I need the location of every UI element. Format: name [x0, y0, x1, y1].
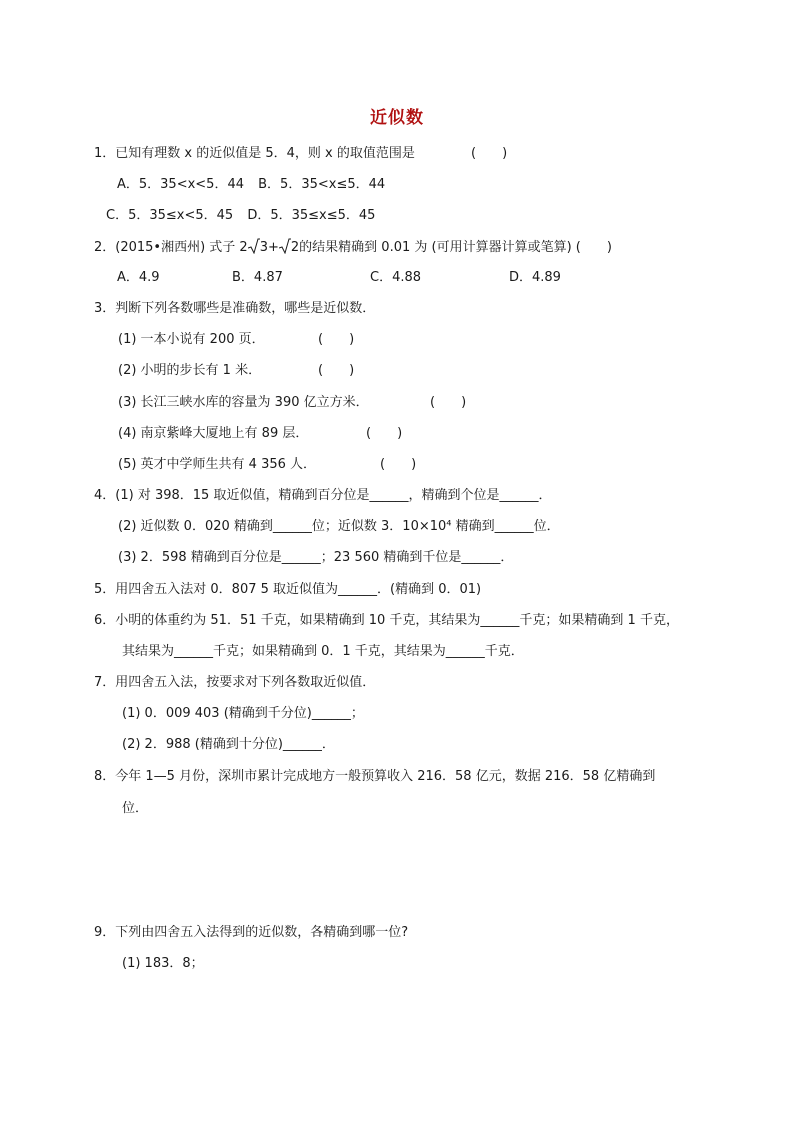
question-2-stem-post: 的结果精确到 0.01 为 (可用计算器计算或笔算) ( )	[299, 240, 612, 255]
option-a: A．5．35<x<5．44	[117, 177, 244, 192]
question-7-line-1: (1) 0．009 403 (精确到千分位)______；	[122, 706, 364, 721]
question-2-stem-pre: 2．(2015•湘西州) 式子 2	[94, 240, 248, 255]
answer-paren: ( )	[471, 146, 508, 161]
question-1	[94, 145, 507, 163]
page-title: 近似数	[370, 108, 424, 128]
item-text: (2) 小明的步长有 1 米．	[118, 363, 262, 378]
item-text: (4) 南京紫峰大厦地上有 89 层．	[118, 426, 309, 441]
item-text: (1) 一本小说有 200 页．	[118, 332, 265, 347]
option-d: D．4.89	[509, 270, 561, 285]
question-2	[94, 238, 612, 257]
question-3-item	[118, 425, 402, 443]
question-4-line-1: 4．(1) 对 398．15 取近似值，精确到百分位是______，精确到个位是______．	[94, 488, 552, 503]
sqrt-icon	[279, 238, 291, 254]
option-a: A．4.9	[117, 270, 160, 285]
item-text: (3) 长江三峡水库的容量为 390 亿立方米．	[118, 395, 369, 410]
sqrt-icon	[248, 238, 260, 254]
item-text: (5) 英才中学师生共有 4 356 人．	[118, 457, 317, 472]
question-3-stem: 3．判断下列各数哪些是准确数，哪些是近似数．	[94, 301, 376, 316]
answer-paren: ( )	[366, 426, 403, 441]
question-8-line-1: 8．今年 1—5 月份，深圳市累计完成地方一般预算收入 216．58 亿元，数据 216．58 亿精确到	[94, 769, 656, 784]
question-2-options	[117, 269, 561, 287]
question-3-item	[118, 456, 416, 474]
question-6-line-2: 其结果为______千克；如果精确到 0．1 千克，其结果为______千克．	[122, 644, 524, 659]
question-9-line-1: (1) 183．8；	[122, 956, 204, 971]
radicand-3: 3	[259, 240, 268, 255]
question-4-line-3: (3) 2．598 精确到百分位是______；23 560 精确到千位是______．	[118, 550, 514, 565]
answer-paren: ( )	[318, 332, 355, 347]
radicand-2: 2	[290, 240, 300, 255]
question-6-line-1: 6．小明的体重约为 51．51 千克，如果精确到 10 千克，其结果为______千克；如果精确到 1 千克，	[94, 613, 679, 628]
option-c: C．5．35≤x<5．45	[106, 208, 234, 223]
question-9-stem: 9．下列由四舍五入法得到的近似数，各精确到哪一位?	[94, 925, 409, 940]
answer-paren: ( )	[318, 363, 355, 378]
answer-paren: ( )	[430, 395, 467, 410]
question-5: 5．用四舍五入法对 0．807 5 取近似值为______．(精确到 0．01)	[94, 582, 482, 597]
option-b: B．4.87	[232, 270, 283, 285]
plus-sign: +	[267, 240, 279, 255]
question-7-stem: 7．用四舍五入法，按要求对下列各数取近似值．	[94, 675, 376, 690]
option-c: C．4.88	[370, 270, 422, 285]
question-7-line-2: (2) 2．988 (精确到十分位)______．	[122, 737, 335, 752]
question-3-item	[118, 331, 354, 349]
option-b: B．5．35<x≤5．44	[258, 177, 386, 192]
question-1-options-cd	[106, 207, 375, 225]
answer-paren: ( )	[380, 457, 417, 472]
question-8-line-2: 位．	[122, 801, 149, 816]
option-d: D．5．35≤x≤5．45	[247, 208, 376, 223]
question-3-item	[118, 362, 354, 380]
question-1-stem: 1．已知有理数 x 的近似值是 5．4，则 x 的取值范围是	[94, 146, 415, 161]
question-4-line-2: (2) 近似数 0．020 精确到______位；近似数 3．10×10⁴ 精确到______位．	[118, 519, 560, 534]
question-1-options-ab	[117, 176, 385, 194]
question-3-item	[118, 394, 466, 412]
